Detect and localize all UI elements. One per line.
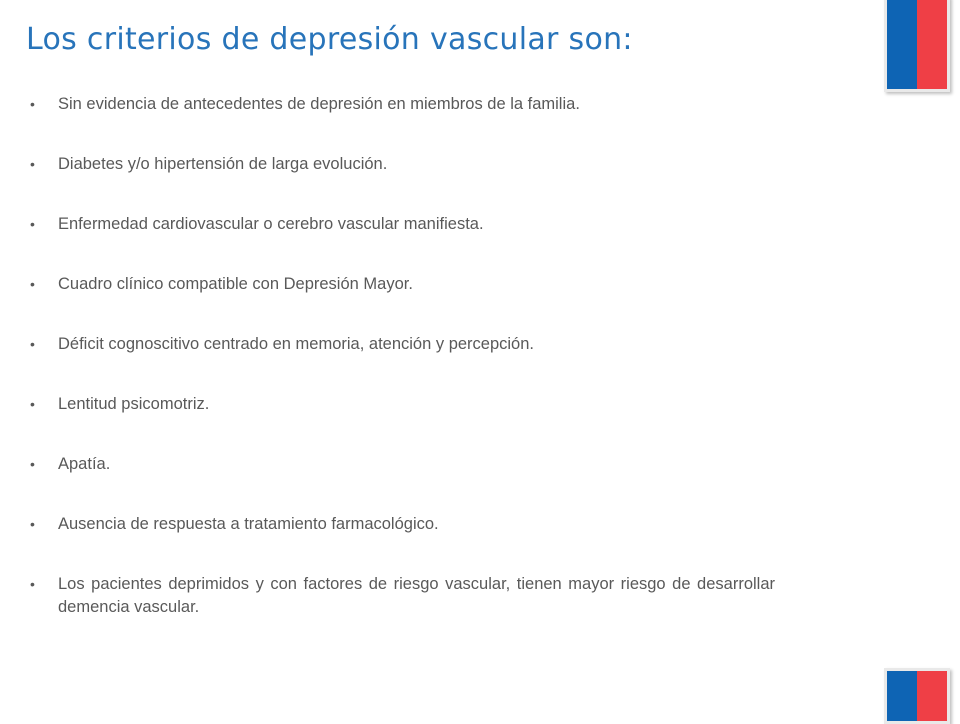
- flag-red-band: [917, 0, 947, 89]
- list-item: [30, 573, 775, 619]
- flag-red-band: [917, 671, 947, 721]
- bullet-icon: •: [30, 216, 35, 232]
- list-item-text: Diabetes y/o hipertensión de larga evolución.: [58, 155, 388, 173]
- criteria-list: [30, 93, 775, 619]
- list-item: [30, 213, 775, 273]
- bullet-icon: •: [30, 396, 35, 412]
- list-item: [30, 393, 775, 453]
- bullet-icon: •: [30, 576, 35, 592]
- bullet-icon: •: [30, 516, 35, 532]
- list-item: [30, 513, 775, 573]
- list-item-text: Cuadro clínico compatible con Depresión Mayor.: [58, 275, 413, 293]
- list-item-text: Enfermedad cardiovascular o cerebro vascular manifiesta.: [58, 215, 484, 233]
- chile-flag-stripe-top: [884, 0, 950, 92]
- slide-title: Los criterios de depresión vascular son:: [26, 22, 633, 57]
- bullet-icon: •: [30, 156, 35, 172]
- list-item-text: Lentitud psicomotriz.: [58, 395, 210, 413]
- bullet-icon: •: [30, 96, 35, 112]
- bullet-icon: •: [30, 456, 35, 472]
- list-item-text: Sin evidencia de antecedentes de depresión en miembros de la familia.: [58, 95, 580, 113]
- list-item: [30, 333, 775, 393]
- list-item: [30, 153, 775, 213]
- list-item-text: Ausencia de respuesta a tratamiento farmacológico.: [58, 515, 439, 533]
- list-item: [30, 93, 775, 153]
- flag-blue-band: [887, 0, 917, 89]
- list-item-text: Apatía.: [58, 455, 111, 473]
- list-item: [30, 273, 775, 333]
- flag-blue-band: [887, 671, 917, 721]
- list-item-text: Los pacientes deprimidos y con factores de riesgo vascular, tienen mayor riesgo de desarrollar demencia vascular.: [58, 575, 775, 616]
- bullet-icon: •: [30, 276, 35, 292]
- list-item: [30, 453, 775, 513]
- bullet-icon: •: [30, 336, 35, 352]
- list-item-text: Déficit cognoscitivo centrado en memoria, atención y percepción.: [58, 335, 534, 353]
- chile-flag-stripe-bottom: [884, 668, 950, 724]
